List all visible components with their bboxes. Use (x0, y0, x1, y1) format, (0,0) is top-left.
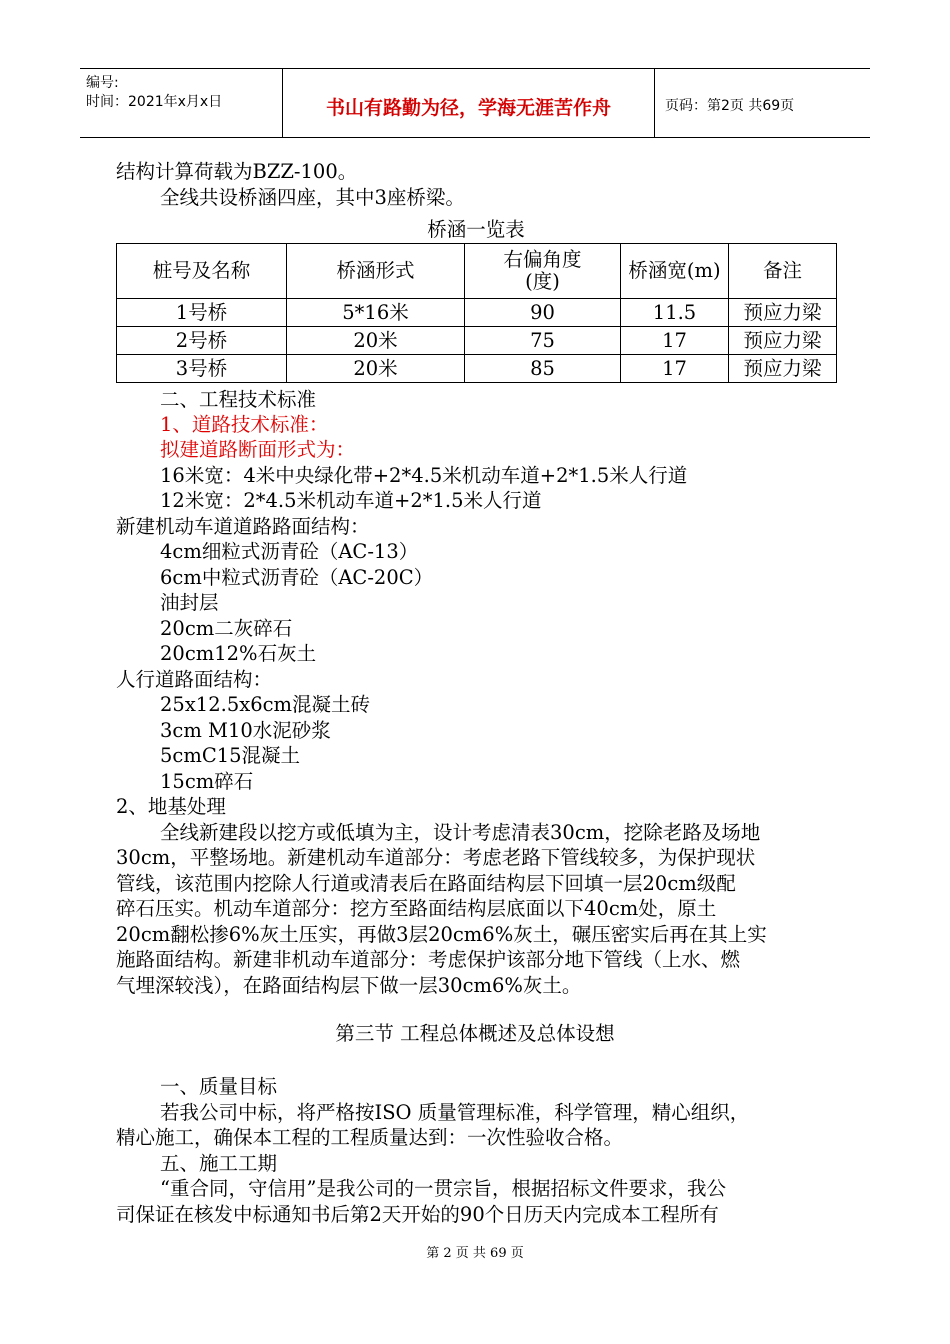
paragraph-line: 若我公司中标，将严格按ISO 质量管理标准，科学管理，精心组织， (160, 1101, 750, 1124)
page-info: 页码：第2页 共69页 (665, 98, 795, 114)
motor-layer: 20cm12%石灰土 (160, 642, 317, 665)
road-16m: 16米宽：4米中央绿化带+2*4.5米机动车道+2*1.5米人行道 (160, 464, 688, 487)
number-label: 编号: (86, 75, 119, 91)
table-cell: 2号桥 (117, 327, 287, 355)
motto: 书山有路勤为径，学海无涯苦作舟 (325, 97, 611, 119)
section-heading: 二、工程技术标准 (160, 388, 317, 411)
table-cell: 75 (465, 327, 621, 355)
quality-heading: 一、质量目标 (160, 1075, 278, 1098)
header-meta-cell (80, 69, 283, 137)
table-cell: 20米 (287, 327, 465, 355)
table-cell: 20米 (287, 355, 465, 383)
paragraph-line: “重合同，守信用”是我公司的一贯宗旨，根据招标文件要求，我公 (160, 1177, 726, 1200)
motor-layer: 6cm中粒式沥青砼（AC-20C） (160, 566, 434, 589)
table-cell: 85 (465, 355, 621, 383)
time-label: 时间：2021年x月x日 (86, 94, 223, 110)
table-cell: 11.5 (621, 299, 729, 327)
page-footer: 第 2 页 共 69 页 (426, 1246, 524, 1261)
subheading-road-standard: 1、道路技术标准： (160, 413, 329, 436)
table-row (117, 327, 837, 355)
paragraph-line: 碎石压实。机动车道部分：挖方至路面结构层底面以下40cm处，原土 (116, 897, 717, 920)
schedule-heading: 五、施工工期 (160, 1152, 278, 1175)
road-12m: 12米宽：2*4.5米机动车道+2*1.5米人行道 (160, 489, 542, 512)
section-title: 第三节 工程总体概述及总体设想 (335, 1022, 615, 1045)
page-header (80, 68, 870, 138)
paragraph-line: 施路面结构。新建非机动车道部分：考虑保护该部分地下管线（上水、燃 (116, 948, 741, 971)
ped-layer: 15cm碎石 (160, 770, 254, 793)
motor-layer: 4cm细粒式沥青砼（AC-13） (160, 540, 419, 563)
table-header-cell: 备注 (729, 244, 837, 299)
table-cell: 5*16米 (287, 299, 465, 327)
paragraph-line: 全线新建段以挖方或低填为主，设计考虑清表30cm，挖除老路及场地 (160, 821, 761, 844)
table-row (117, 355, 837, 383)
table-cell: 1号桥 (117, 299, 287, 327)
table-cell: 预应力梁 (729, 355, 837, 383)
intro-line-1: 结构计算荷载为BZZ-100。 (116, 160, 358, 183)
table-cell: 17 (621, 355, 729, 383)
table-title: 桥涵一览表 (427, 218, 525, 241)
table-cell: 90 (465, 299, 621, 327)
header-angle-line2: (度) (525, 270, 560, 293)
subheading-foundation: 2、地基处理 (116, 795, 226, 818)
header-motto-cell (283, 69, 655, 137)
table-row (117, 299, 837, 327)
paragraph-line: 气埋深较浅），在路面结构层下做一层30cm6%灰土。 (116, 974, 582, 997)
table-header-cell: 桩号及名称 (117, 244, 287, 299)
motor-layer: 油封层 (160, 591, 219, 614)
subheading-section-form: 拟建道路断面形式为： (160, 438, 356, 461)
table-cell: 3号桥 (117, 355, 287, 383)
motor-layer: 20cm二灰碎石 (160, 617, 293, 640)
bridge-table (116, 243, 837, 383)
ped-layer: 3cm M10水泥砂浆 (160, 719, 331, 742)
table-header-cell: 桥涵形式 (287, 244, 465, 299)
table-cell: 17 (621, 327, 729, 355)
table-header-cell (465, 244, 621, 299)
table-cell: 预应力梁 (729, 299, 837, 327)
header-page-cell (655, 69, 870, 137)
header-angle-line1: 右偏角度 (503, 248, 582, 271)
table-cell: 预应力梁 (729, 327, 837, 355)
paragraph-line: 司保证在核发中标通知书后第2天开始的90个日历天内完成本工程所有 (116, 1203, 719, 1226)
paragraph-line: 精心施工，确保本工程的工程质量达到：一次性验收合格。 (116, 1126, 624, 1149)
intro-line-2: 全线共设桥涵四座，其中3座桥梁。 (160, 186, 465, 209)
paragraph-line: 30cm，平整场地。新建机动车道部分：考虑老路下管线较多，为保护现状 (116, 846, 756, 869)
ped-structure-heading: 人行道路面结构： (116, 668, 273, 691)
motor-structure-heading: 新建机动车道道路路面结构： (116, 515, 370, 538)
table-header-row (117, 244, 837, 299)
ped-layer: 25x12.5x6cm混凝土砖 (160, 693, 371, 716)
ped-layer: 5cmC15混凝土 (160, 744, 301, 767)
paragraph-line: 20cm翻松掺6%灰土压实，再做3层20cm6%灰土，碾压密实后再在其上实 (116, 923, 767, 946)
table-header-cell: 桥涵宽(m) (621, 244, 729, 299)
paragraph-line: 管线，该范围内挖除人行道或清表后在路面结构层下回填一层20cm级配 (116, 872, 736, 895)
